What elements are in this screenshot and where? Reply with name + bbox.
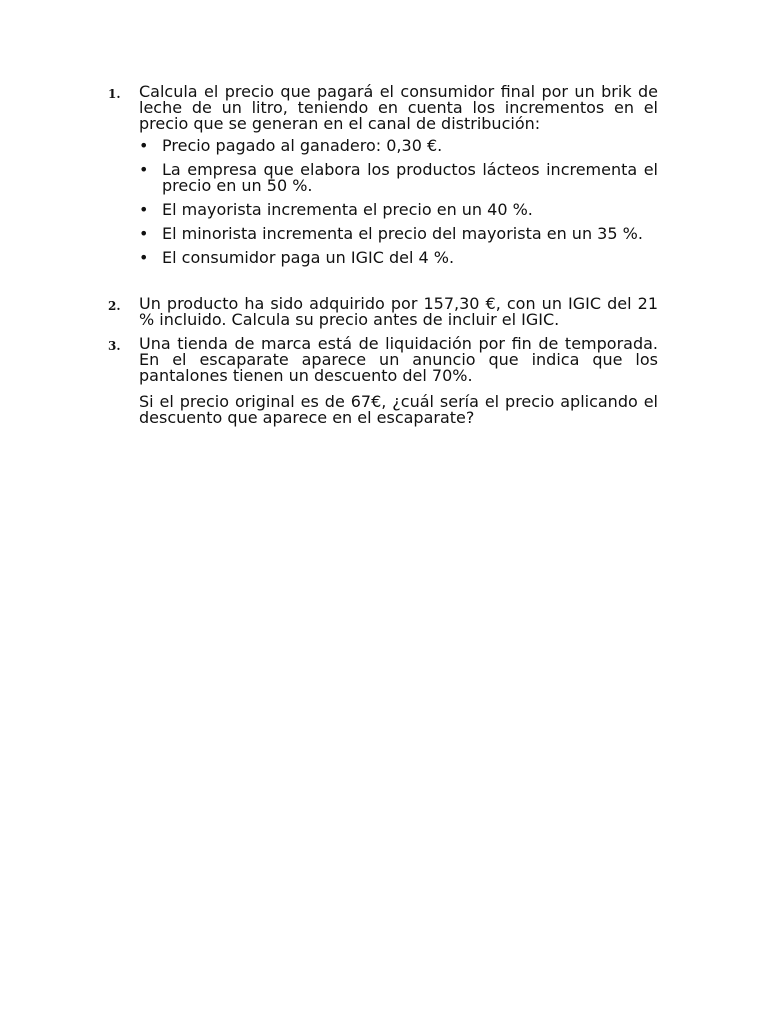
- problem-number: 1.: [108, 87, 121, 101]
- list-item-text: La empresa que elabora los productos lácteos incrementa el precio en un 50 %.: [162, 160, 658, 195]
- list-item: [139, 250, 658, 266]
- bullet-list: [139, 138, 658, 266]
- problem-number: 2.: [108, 299, 121, 313]
- list-item: [139, 162, 658, 194]
- list-item: [139, 138, 658, 154]
- problem-1: [108, 84, 658, 266]
- problem-number: 3.: [108, 339, 121, 353]
- list-item-text: El consumidor paga un IGIC del 4 %.: [162, 248, 455, 267]
- list-item: [139, 202, 658, 218]
- list-item-text: Precio pagado al ganadero: 0,30 €.: [162, 136, 443, 155]
- problem-question: Si el precio original es de 67€, ¿cuál sería el precio aplicando el descuento que aparece en el escaparate?: [139, 392, 658, 427]
- bullet-icon: •: [139, 248, 149, 267]
- bullet-icon: •: [139, 224, 149, 243]
- problem-statement: Una tienda de marca está de liquidación por fin de temporada. En el escaparate aparece un anuncio que indica que los pantalones tienen un descuento del 70%.: [139, 334, 658, 385]
- problem-statement: Un producto ha sido adquirido por 157,30 €, con un IGIC del 21 % incluido. Calcula su precio antes de incluir el IGIC.: [139, 294, 658, 329]
- list-item: [139, 226, 658, 242]
- problem-list: [108, 84, 658, 426]
- bullet-icon: •: [139, 160, 149, 179]
- list-item-text: El minorista incrementa el precio del mayorista en un 35 %.: [162, 224, 643, 243]
- problem-statement: Calcula el precio que pagará el consumidor final por un brik de leche de un litro, teniendo en cuenta los incrementos en el precio que se generan en el canal de distribución:: [139, 82, 658, 133]
- list-item-text: El mayorista incrementa el precio en un 40 %.: [162, 200, 533, 219]
- bullet-icon: •: [139, 136, 149, 155]
- problem-2: [108, 296, 658, 328]
- bullet-icon: •: [139, 200, 149, 219]
- problem-3: [108, 336, 658, 426]
